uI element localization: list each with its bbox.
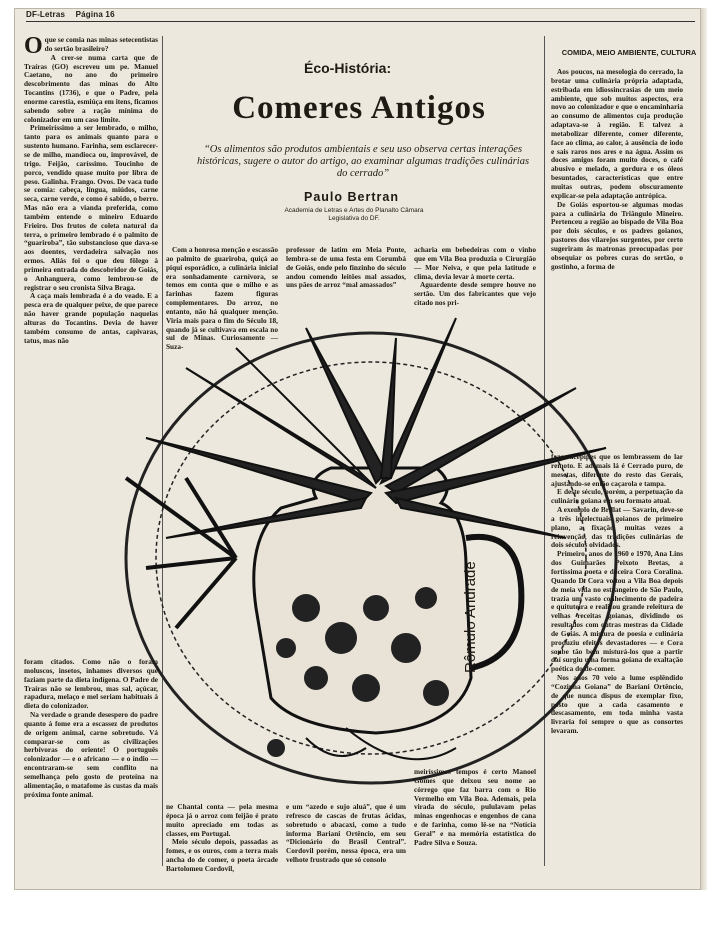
paragraph: A caça mais lembrada é a do veado. E a pesca era de qualquer peixe, de que parece não haver grande população naquelas alturas do Tocantins. Devia de haver também consumo de antas, capivaras, tatus, mas não	[24, 291, 158, 345]
author-affiliation: Academia de Letras e Artes do Planalto Câmara Legislativa do DF.	[284, 207, 424, 222]
header-rule	[26, 21, 695, 22]
article-lead: “Os alimentos são produtos ambientais e seu uso observa certas interações históricas, sugere o autor do artigo, ao examinar algumas tradições culinárias do cerrado”	[196, 144, 530, 179]
page-edge	[701, 8, 707, 890]
paragraph: E deste século, porém, a perpetuação da culinária goiana em seu formato atual.	[551, 487, 683, 506]
column-4-bottom	[414, 768, 536, 848]
paragraph: Com a honrosa menção e escassão ao palmito de guariroba, quiçá ao piqui esporádico, a culinária inicial era sonhadamente carnívora, se temos em conta que o milho e as farinhas fazem figuras complementares. Do arroz, no entanto, não há qualquer menção. Viria mais para o fim do Século 18, quando já se cultivava em escala no sul de Minas. Curiosamente — Suza-	[166, 245, 278, 352]
column-3-bottom	[286, 803, 406, 865]
column-2-bottom	[166, 803, 278, 874]
lead-question: que se comia nas minas setecentistas do sertão brasileiro?	[44, 35, 158, 53]
paragraph: fazer acepipes que os lembrassem do lar remoto. E ademais lá é Cerrado puro, de mesetas, diferente do resto das Gerais, ajustando-se então caçarola e tampa.	[551, 452, 683, 488]
paragraph: Primeiro, anos de 1960 e 1970, Ana Lins dos Guimarães Peixoto Bretas, a fortíssima poeta e doceira Cora Coralina. Quando D. Cora voltou a Vila Boa depois de meia vida no estrangeiro de São Paulo, trazia um vasto conhecimento de padeira e quituteira e realizou grande releitura de velhas receitas goianas, dividindo os resultados com outras mestras da Cidade de Goiás. A mistura de poesia e culinária produziu efeitos devastadores — e Cora soube tão bem misturá-los que a partir daí surgiu uma forma goiana de exaltação poética do de-comer.	[551, 549, 683, 674]
section-name: DF-Letras	[26, 10, 66, 19]
article-kicker: Éco-História:	[304, 60, 392, 76]
newspaper-page	[14, 8, 701, 890]
paragraph: Primeiríssimo a ser lembrado, o milho, tanto para os animais quanto para o sustento humano. Farinha, sem esclarecer-se de milho, mandioca ou, improvável, de trigo. Feijão, caríssimo. Toucinho de porco, vendido quase muito por libra de peso. Galinha. Frango. Ovos. De vaca tudo se comia: cabeça, língua, miúdos, carne seca, carne verde, e como é sabido, o berro. Mas não era a vianda preferida, como também entende o mineiro Eduardo Frieiro. Dos frutos de coleta natural da terra, o primeiro lembrado é o palmito de “guariroba”, tão substancioso que dava-se aos doentes, verdadeira salvação nos ermos. Aliás foi o que deu fôlego à primeira entrada do descobridor de Goiás, o Anhanguera, como lembrou-se de registrar o seu cronista Silva Braga.	[24, 123, 159, 292]
column-5-bottom	[551, 453, 683, 736]
paragraph: Aguardente desde sempre houve no sertão. Um dos fabricantes que vejo citado nos pri-	[414, 280, 536, 308]
paragraph: ne Chantal conta — pela mesma época já o arroz com feijão é prato muito apreciado em todas as classes, em Portugal.	[166, 802, 278, 838]
illustration-jug-and-palm	[106, 308, 626, 798]
page-header	[26, 10, 123, 19]
paragraph: De Goiás esportou-se algumas modas para a culinária do Triângulo Mineiro. Pertenceu a região ao bispado de Vila Boa por dois séculos, e os padres goianos, pastores dos vilarejos surgentes, por certo sugeriram às matronas preocupadas por obsequiar os pobres curas do sertão, o gostinho, a forma de	[551, 199, 683, 271]
paragraph: professor de latim em Meia Ponte, lembra-se de uma festa em Corumbá de Goiás, onde pelo finzinho do século andou comendo leitões mal assados, uns pães de arroz “mal amassados”	[286, 245, 406, 290]
paragraph: Aos poucos, na mesologia do cerrado, la brotar uma culinária própria adaptada, estribada em idiossincrasias de um meio ambiente, que sob muitos aspectos, era novo ao colonizador e que o encaminharia ao consumo de alimentos cuja produção adaptava-se à região. E talvez a metabolizar diferente, comer diferente, face ao clima, ao calor, à ausência de iodo e sais raros nos ares e na água. Assim os doces amigos foram muito doces, o café abusivo e melado, a gordura e os óleos besuntados, características que entre muitas outras, podem obscuramente explicar-se pela adaptação antrópica.	[551, 67, 683, 200]
paragraph: meiríssimos tempos é certo Manoel Gomes que deixou seu nome ao córrego que faz barra com o Rio Vermelho em Vila Boa. Ademais, pela virada do século, pululavam pelas minas engenhocas e engenhos de cana e de farinha, como lê-se na “Notícia Geral” e na memória estatística do Padre Silva e Souza.	[414, 767, 536, 847]
drop-cap: O	[24, 33, 43, 59]
artist-signature: Rômulo Andrade	[462, 561, 479, 673]
paragraph: A crer-se numa carta que de Traíras (GO) escreveu um pe. Manuel Caetano, no ano do primeiro descobrimento das minas do Alto Tocantins (1736), e que o Padre, pela enorme carestia, esmiúça em itens, ficamos sabendo sobre a ração mínima do colonizador em um caso limite.	[24, 52, 158, 124]
column-1-bottom	[24, 658, 158, 800]
article-author: Paulo Bertran	[304, 190, 399, 204]
article-title: Comeres Antigos	[232, 90, 486, 126]
column-1-top	[24, 33, 159, 346]
paragraph: Nos anos 70 veio a lume esplêndido “Cozinha Goiana” de Bariani Ortêncio, de que nunca dispus de exemplar fixo, posto que a cada casamento e descasamento, em toda minha vasta livraria foi sempre o que as consortes levaram.	[551, 673, 683, 736]
paragraph: Meio século depois, passadas as fomes, e os ouros, com a terra mais ancha do de comer, o poeta árcade Bartolomeu Cordovil,	[166, 837, 278, 873]
paragraph: foram citados. Como não o foram moluscos, insetos, inhames diversos que faziam parte da dieta indígena. O Padre de Traíras não se lembrou, mas sal, açúcar, rapadura, melaço e mel seriam habituais à dieta do colonizador.	[24, 657, 158, 711]
column-4-top	[414, 246, 536, 308]
paragraph: Na verdade o grande desespero do padre quanto à fome era a escassez de produtos de origem animal, carne sobretudo. Vá comparar-se com as civilizações herbívoras do oriente! O português colonizador — e o africano — e o índio — encontraram-se sem conflito na semelhança pelo gosto de proteína na alimentação, o matafome às custas da mais próxima fonte animal.	[24, 710, 158, 799]
column-3-top	[286, 246, 406, 290]
paragraph: A exemplo de Brillat — Savarin, deve-se a três intelectuais goianos de primeiro plano, a fixação, muitas vezes a reinvenção, das tradições culinárias de dois séculos olvidados.	[551, 505, 683, 550]
paragraph: e um “azedo e sujo aluá”, que é um refresco de cascas de frutas ácidas, sobretudo o abacaxi, como a tudo informa Bariani Ortêncio, em seu “Dicionário do Brasil Central”. Cordovil porém, nessa época, era um velhote frustrado que só consolo	[286, 802, 406, 865]
page-number: Página 16	[75, 10, 115, 19]
paragraph: acharia em bebedeiras com o vinho que em Vila Boa produzia o Cirurgião— Mor Neiva, e que pela latitude e clima, devia levar à morte certa.	[414, 245, 536, 281]
sidebar-heading: COMIDA, MEIO AMBIENTE, CULTURA	[561, 48, 697, 57]
column-5-top	[551, 68, 683, 271]
